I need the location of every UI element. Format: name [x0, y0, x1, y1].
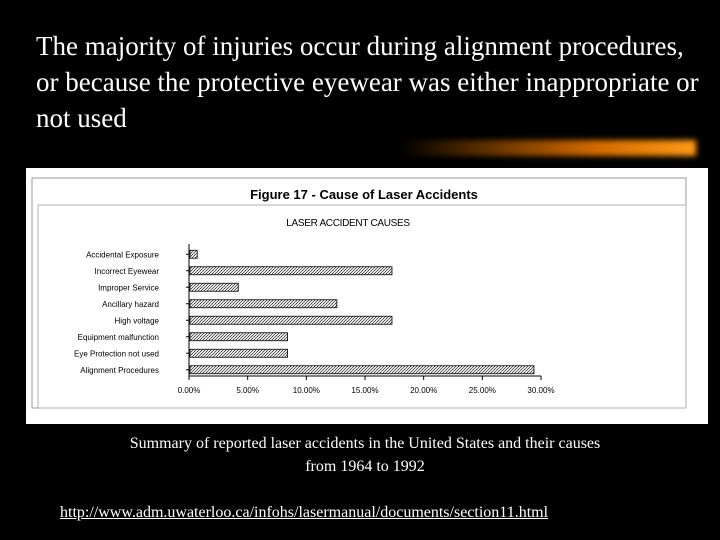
bar	[190, 349, 288, 357]
x-tick-label: 15.00%	[351, 386, 379, 395]
source-link[interactable]: http://www.adm.uwaterloo.ca/infohs/lasermanual/documents/section11.html	[60, 504, 549, 521]
bar	[190, 316, 392, 324]
bar	[190, 267, 392, 275]
bar	[190, 333, 288, 341]
figure-caption	[40, 432, 690, 478]
figure-title: Figure 17 - Cause of Laser Accidents	[250, 187, 478, 202]
bar	[190, 366, 534, 374]
slide-title: The majority of injuries occur during alignment procedures, or because the protective eyewear was either inappropriate or not used	[36, 31, 699, 133]
title-glow-divider	[36, 140, 696, 156]
x-tick-label: 25.00%	[468, 386, 496, 395]
y-tick-label: Incorrect Eyewear	[94, 266, 159, 276]
y-tick-label: High voltage	[114, 316, 159, 326]
x-tick-label: 10.00%	[292, 386, 320, 395]
y-tick-label: Ancillary hazard	[102, 299, 159, 309]
chart-title: LASER ACCIDENT CAUSES	[286, 218, 410, 229]
chart-figure	[26, 168, 708, 424]
x-tick-label: 30.00%	[527, 386, 555, 395]
x-tick-label: 0.00%	[177, 386, 201, 395]
y-tick-label: Eye Protection not used	[74, 349, 159, 359]
y-tick-label: Alignment Procedures	[80, 365, 159, 375]
x-tick-label: 5.00%	[236, 386, 260, 395]
y-tick-label: Equipment malfunction	[77, 332, 159, 342]
y-tick-label: Accidental Exposure	[86, 250, 159, 260]
caption-line-1: Summary of reported laser accidents in the United States and their causes	[129, 435, 601, 452]
x-tick-label: 20.00%	[410, 386, 438, 395]
bar	[190, 283, 238, 291]
bar	[190, 300, 337, 308]
bar	[190, 250, 197, 258]
y-tick-label: Improper Service	[98, 283, 159, 293]
accident-causes-chart	[26, 168, 708, 424]
caption-line-2: from 1964 to 1992	[305, 458, 425, 475]
